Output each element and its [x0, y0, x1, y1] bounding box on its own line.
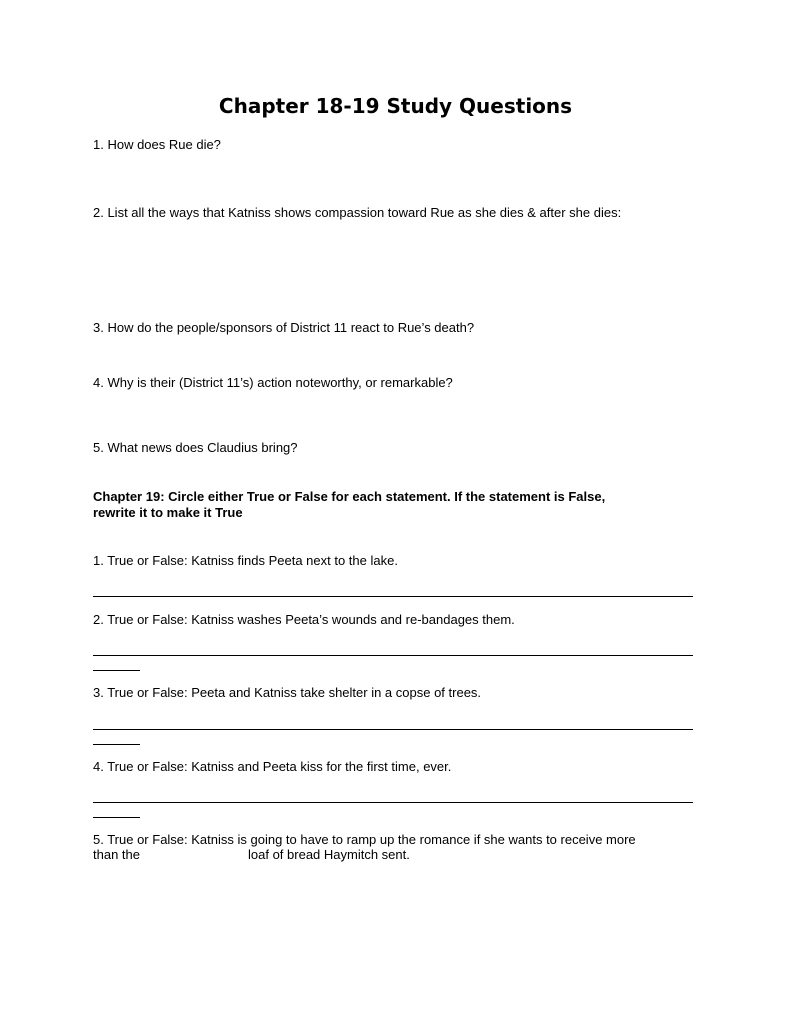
question-4: 4. Why is their (District 11’s) action noteworthy, or remarkable?: [93, 375, 453, 390]
page-title: Chapter 18-19 Study Questions: [218, 94, 573, 118]
section-heading-line-2: rewrite it to make it True: [93, 505, 243, 520]
question-5: 5. What news does Claudius bring?: [93, 440, 298, 455]
tf-statement-1: 1. True or False: Katniss finds Peeta next to the lake.: [93, 553, 398, 568]
tf-statement-4: 4. True or False: Katniss and Peeta kiss for the first time, ever.: [93, 759, 452, 774]
question-3: 3. How do the people/sponsors of District 11 react to Rue’s death?: [93, 320, 475, 335]
tf-statement-2: 2. True or False: Katniss washes Peeta’s wounds and re-bandages them.: [93, 612, 515, 627]
question-1: 1. How does Rue die?: [93, 137, 221, 152]
answer-line: [93, 655, 693, 656]
answer-line-overflow: [93, 670, 140, 671]
question-2: 2. List all the ways that Katniss shows compassion toward Rue as she dies & after she dies:: [93, 205, 622, 220]
answer-line: [93, 596, 693, 597]
answer-line: [93, 802, 693, 803]
section-heading-line-1: Chapter 19: Circle either True or False for each statement. If the statement is False,: [93, 489, 606, 504]
tf-statement-5-cont-start: than the: [93, 847, 140, 862]
tf-statement-3: 3. True or False: Peeta and Katniss take shelter in a copse of trees.: [93, 685, 482, 700]
answer-line: [93, 729, 693, 730]
tf-statement-5-cont-end: loaf of bread Haymitch sent.: [248, 847, 410, 862]
answer-line-overflow: [93, 817, 140, 818]
tf-statement-5: 5. True or False: Katniss is going to have to ramp up the romance if she wants to receive more: [93, 832, 636, 847]
answer-line-overflow: [93, 744, 140, 745]
